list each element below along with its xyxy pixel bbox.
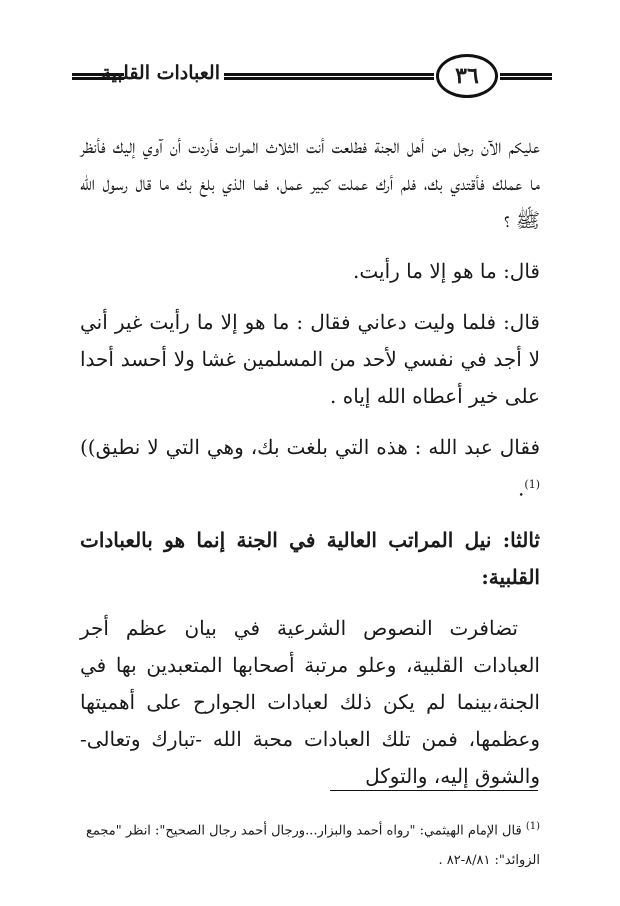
footnote bbox=[80, 812, 540, 876]
paragraph-with-footnote bbox=[80, 429, 540, 508]
section-heading: ثالثا: نيل المراتب العالية في الجنة إنما هو بالعبادات القلبية: bbox=[80, 527, 540, 589]
section-paragraph: تضافرت النصوص الشرعية في بيان عظم أجر العبادات القلبية، وعلو مرتبة أصحابها المتعبدين بها في الجنة،بينما لم يكن ذلك لعبادات الجوارح على أهميتها وعظمها، فمن تلك العبادات محبة الله -تبارك وتعالى- والشوق إليه، والتوكل bbox=[80, 615, 540, 788]
page-number-badge: ٣٦ bbox=[436, 54, 498, 98]
paragraph: قال: ما هو إلا ما رأيت. bbox=[353, 259, 540, 283]
footnote-text: قال الإمام الهيثمي: "رواه أحمد والبزار...ورجال أحمد رجال الصحيح": انظر "مجمع الزوائد": ٨/٨١-٨٢ . bbox=[85, 823, 540, 869]
body-text bbox=[80, 128, 540, 809]
footnote-separator bbox=[330, 790, 538, 791]
header-title: العبادات القلبية bbox=[101, 62, 220, 84]
page-header bbox=[72, 54, 552, 100]
paragraph: عليكم الآن رجل من أهل الجنة فطلعت أنت الثلاث المرات فأردت أن آوي إليك فأنظر ما عملك فأقتدي بك، فلم أرك عملت كبير عمل، فما الذي بلغ بك ما قال رسول الله ﷺ ؟ bbox=[80, 134, 540, 232]
footnote-reference: (1) bbox=[524, 478, 540, 491]
header-rule-middle bbox=[224, 73, 434, 80]
paragraph-text: فقال عبد الله : هذه التي بلغت بك، وهي التي لا نطيق)) bbox=[80, 435, 540, 459]
paragraph-end-mark: . bbox=[518, 476, 525, 501]
header-rule-right bbox=[500, 73, 552, 80]
paragraph: قال: فلما وليت دعاني فقال : ما هو إلا ما رأيت غير أني لا أجد في نفسي لأحد من المسلمين غشا ولا أحسد أحدا على خير أعطاه الله إياه . bbox=[80, 310, 540, 408]
footnote-marker: (1) bbox=[525, 821, 540, 832]
